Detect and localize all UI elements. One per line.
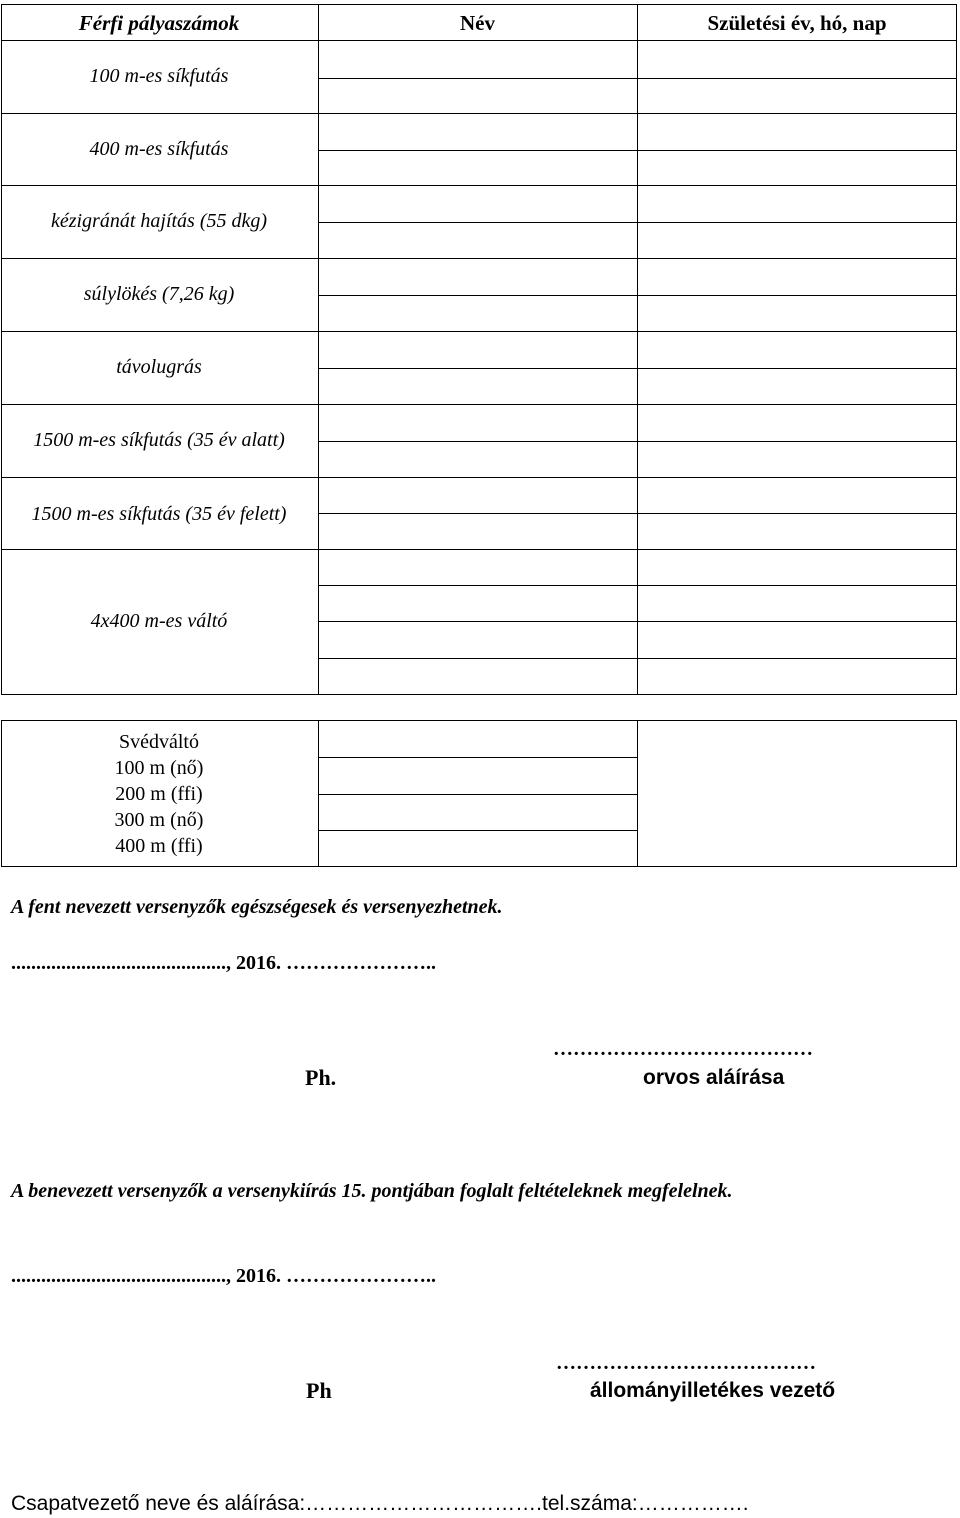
event-label: kézigránát hajítás (55 dkg) [50,210,268,232]
column-divider [318,4,319,695]
doctor-signature-label: orvos aláírása [643,1066,785,1089]
relay-leg: 400 m (ffi) [115,835,203,857]
event-label: 400 m-es síkfutás [89,138,229,160]
doctor-date-line: ..........................................., 2016. ………………….. [11,952,436,974]
entry-line [318,830,637,831]
entry-line [318,78,957,79]
entry-line [318,150,957,151]
commander-stamp-label: Ph [306,1378,332,1403]
entry-line [318,794,637,795]
relay-leg: 100 m (nő) [114,757,204,779]
commander-signature-dots: ………………………………… [556,1352,816,1374]
row-divider [1,331,957,332]
event-label: 100 m-es síkfutás [89,65,229,87]
entry-line [318,658,957,659]
entry-line [318,757,637,758]
event-label: 1500 m-es síkfutás (35 év alatt) [33,429,285,451]
commander-date-line: ..........................................., 2016. ………………….. [11,1265,436,1287]
commander-signature-label: állományilletékes vezető [590,1379,836,1402]
row-divider [1,185,957,186]
event-label: súlylökés (7,26 kg) [83,283,235,305]
header-birthdate: Születési év, hó, nap [707,11,887,35]
event-label: távolugrás [116,356,202,378]
entry-table-frame [1,4,957,695]
column-divider [637,720,638,867]
doctor-stamp-label: Ph. [305,1065,337,1090]
entry-line [318,295,957,296]
row-divider [1,113,957,114]
doctor-statement: A fent nevezett versenyzők egészségesek és versenyezhetnek. [11,896,503,918]
entry-line [318,513,957,514]
relay-leg: 300 m (nő) [114,809,204,831]
event-label: 4x400 m-es váltó [90,610,228,632]
entry-line [318,441,957,442]
row-divider [1,258,957,259]
row-divider [1,549,957,550]
relay-title: Svédváltó [119,731,199,753]
entry-line [318,368,957,369]
column-divider [637,4,638,695]
team-leader-line: Csapatvezető neve és aláírása:…………………………….tel.száma:……………. [11,1492,749,1515]
entry-line [318,222,957,223]
commander-statement: A benevezett versenyzők a versenykiírás 15. pontjában foglalt feltételeknek megfelelnek. [11,1180,733,1202]
header-name: Név [460,11,495,35]
row-divider [1,404,957,405]
event-label: 1500 m-es síkfutás (35 év felett) [31,503,287,525]
header-event: Férfi pályaszámok [78,11,240,35]
doctor-signature-dots: ………………………………… [553,1038,813,1060]
entry-line [318,585,957,586]
row-divider [1,40,957,41]
row-divider [1,477,957,478]
entry-line [318,621,957,622]
relay-leg: 200 m (ffi) [115,783,203,805]
